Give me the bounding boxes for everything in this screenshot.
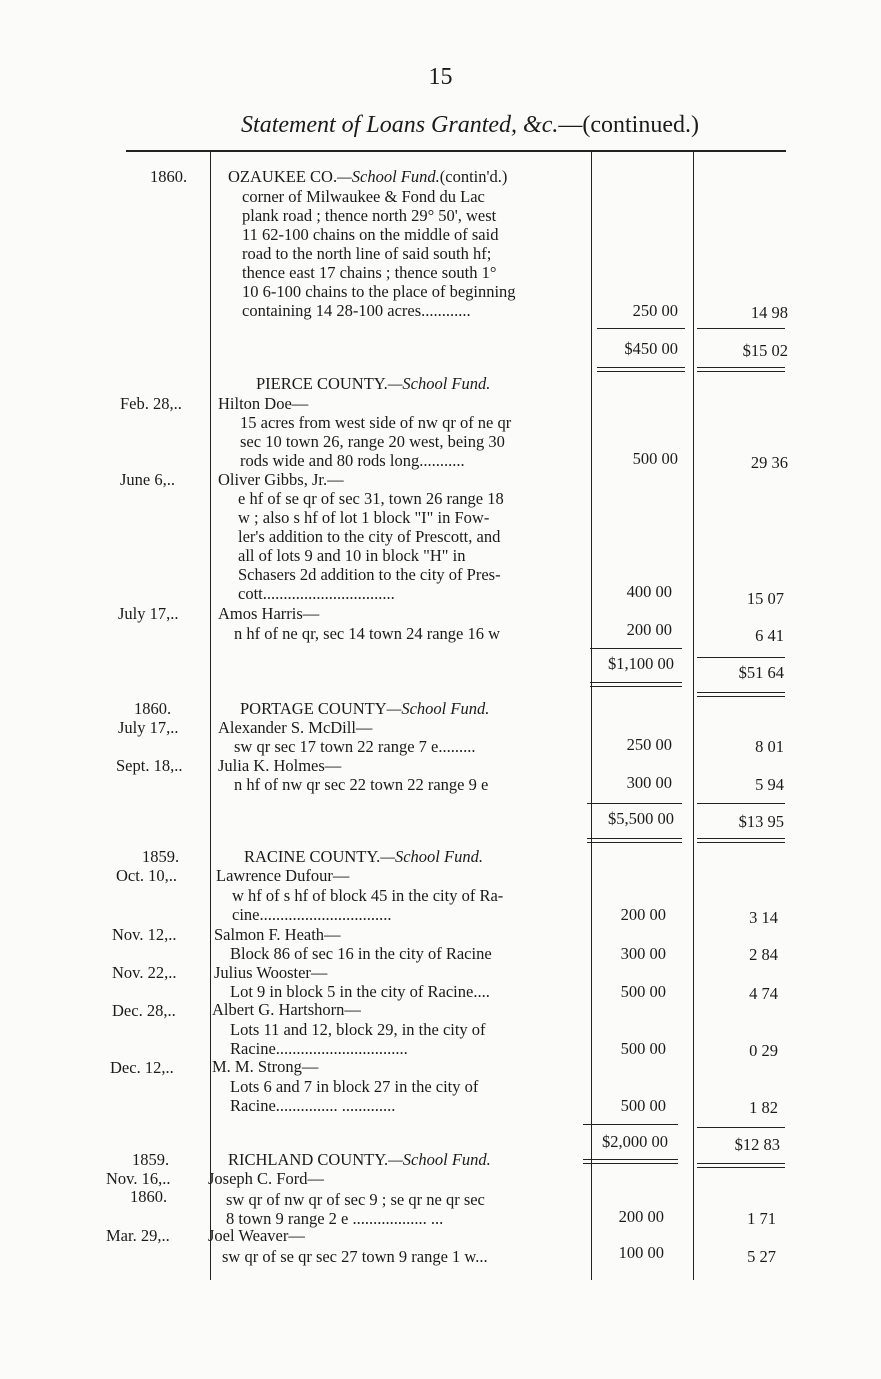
entry-date: Sept. 18,.. — [116, 756, 183, 775]
interest-cell: 0 29 — [749, 1041, 778, 1060]
amount-cell: 200 00 — [618, 1207, 664, 1226]
fund-name: —School Fund. — [386, 699, 490, 718]
entry-date: Dec. 12,.. — [110, 1058, 174, 1077]
fund-name: —School Fund. — [388, 1150, 491, 1169]
county-name: PIERCE COUNTY. — [256, 374, 388, 393]
subtotal-rule — [697, 1127, 785, 1128]
description-line: 11 62-100 chains on the middle of said — [242, 225, 499, 244]
description-line: Lots 11 and 12, block 29, in the city of — [230, 1020, 486, 1039]
total-rule — [583, 1163, 678, 1164]
column-rule-amount — [693, 152, 694, 1280]
subtotal-rule — [697, 803, 785, 804]
amount-cell: 200 00 — [626, 620, 672, 639]
fund-name: —School Fund. — [380, 847, 483, 866]
description-line: 10 6-100 chains to the place of beginning — [242, 282, 516, 301]
description-line: cine................................ — [232, 905, 392, 924]
title-italic: Statement of Loans Granted, &c. — [241, 112, 559, 138]
total-interest: $15 02 — [742, 341, 788, 360]
total-rule — [587, 842, 682, 843]
total-amount: $2,000 00 — [602, 1132, 668, 1151]
section-heading — [240, 700, 489, 718]
description-line: road to the north line of said south hf; — [242, 244, 492, 263]
description-line: w hf of s hf of block 45 in the city of Ra- — [232, 886, 504, 905]
entry-date: Nov. 22,.. — [112, 963, 177, 982]
borrower-name: Albert G. Hartshorn— — [212, 1000, 361, 1019]
title-continued: —(continued.) — [558, 112, 699, 138]
total-rule — [697, 1167, 785, 1168]
table-top-rule — [126, 150, 786, 152]
fund-name: —School Fund. — [387, 374, 491, 393]
borrower-name: Joel Weaver— — [208, 1226, 305, 1245]
interest-cell: 4 74 — [749, 984, 778, 1003]
description-line: sec 10 town 26, range 20 west, being 30 — [240, 432, 505, 451]
column-rule-date — [210, 152, 211, 1280]
borrower-name: Oliver Gibbs, Jr.— — [218, 470, 344, 489]
total-rule — [583, 1159, 678, 1160]
description-line: Racine............... ............. — [230, 1096, 396, 1115]
total-rule — [697, 842, 785, 843]
interest-cell: 5 27 — [747, 1247, 776, 1266]
amount-cell: 500 00 — [620, 1096, 666, 1115]
description-line: Racine................................ — [230, 1039, 408, 1058]
description-line: plank road ; thence north 29° 50', west — [242, 206, 497, 225]
total-rule — [597, 371, 685, 372]
subtotal-rule — [597, 328, 685, 329]
borrower-name: Salmon F. Heath— — [214, 925, 341, 944]
borrower-name: Julius Wooster— — [214, 963, 328, 982]
county-name: RACINE COUNTY. — [244, 847, 381, 866]
description-line: sw qr of se qr sec 27 town 9 range 1 w... — [222, 1247, 488, 1266]
description-line: rods wide and 80 rods long........... — [240, 451, 465, 470]
borrower-name: Lawrence Dufour— — [216, 866, 350, 885]
entry-date: Oct. 10,.. — [116, 866, 177, 885]
borrower-name: Julia K. Holmes— — [218, 756, 342, 775]
description-line: cott................................ — [238, 584, 395, 603]
county-name: RICHLAND COUNTY. — [228, 1150, 389, 1169]
total-interest: $51 64 — [738, 663, 784, 682]
amount-cell: 300 00 — [626, 773, 672, 792]
amount-cell: 250 00 — [632, 301, 678, 320]
description-line: sw qr sec 17 town 22 range 7 e......... — [234, 737, 476, 756]
county-name: OZAUKEE CO. — [228, 167, 338, 186]
interest-cell: 14 98 — [750, 303, 788, 322]
total-amount: $450 00 — [624, 339, 678, 358]
interest-cell: 2 84 — [749, 945, 778, 964]
description-line: sw qr of nw qr of sec 9 ; se qr ne qr sec — [226, 1190, 485, 1209]
interest-cell: 3 14 — [749, 908, 778, 927]
description-line: Lots 6 and 7 in block 27 in the city of — [230, 1077, 479, 1096]
interest-cell: 8 01 — [755, 737, 784, 756]
description-line: Lot 9 in block 5 in the city of Racine.... — [230, 982, 490, 1001]
subtotal-rule — [697, 657, 785, 658]
total-amount: $1,100 00 — [608, 654, 674, 673]
description-line: all of lots 9 and 10 in block "H" in — [238, 546, 466, 565]
borrower-name: Amos Harris— — [218, 604, 320, 623]
total-rule — [697, 367, 785, 368]
section-heading — [228, 1151, 491, 1169]
entry-date: July 17,.. — [118, 604, 179, 623]
total-rule — [697, 371, 785, 372]
total-rule — [590, 686, 682, 687]
subtotal-rule — [590, 648, 682, 649]
total-rule — [697, 1163, 785, 1164]
fund-name: —School Fund. — [337, 167, 440, 186]
interest-cell: 5 94 — [755, 775, 784, 794]
entry-date: July 17,.. — [118, 718, 179, 737]
description-line: n hf of nw qr sec 22 town 22 range 9 e — [234, 775, 489, 794]
entry-date: June 6,.. — [120, 470, 175, 489]
amount-cell: 500 00 — [620, 982, 666, 1001]
description-line: corner of Milwaukee & Fond du Lac — [242, 187, 485, 206]
subtotal-rule — [587, 803, 682, 804]
borrower-name: Joseph C. Ford— — [208, 1169, 324, 1188]
section-year: 1859. — [142, 847, 180, 866]
section-year: 1860. — [150, 167, 188, 186]
total-amount: $5,500 00 — [608, 809, 674, 828]
total-rule — [587, 838, 682, 839]
borrower-name: M. M. Strong— — [212, 1057, 319, 1076]
total-interest: $12 83 — [734, 1135, 780, 1154]
amount-cell: 400 00 — [626, 582, 672, 601]
borrower-name: Alexander S. McDill— — [218, 718, 373, 737]
description-line: containing 14 28-100 acres............ — [242, 301, 471, 320]
entry-date: Mar. 29,.. — [106, 1226, 170, 1245]
section-heading — [228, 168, 507, 186]
subtotal-rule — [697, 328, 785, 329]
total-rule — [590, 682, 682, 683]
description-line: Block 86 of sec 16 in the city of Racine — [230, 944, 492, 963]
section-heading — [256, 375, 490, 393]
entry-date: Nov. 16,.. — [106, 1169, 171, 1188]
fund-suffix: (contin'd.) — [439, 167, 508, 186]
amount-cell: 200 00 — [620, 905, 666, 924]
entry-date: Dec. 28,.. — [112, 1001, 176, 1020]
total-interest: $13 95 — [738, 812, 784, 831]
description-line: n hf of ne qr, sec 14 town 24 range 16 w — [234, 624, 501, 643]
county-name: PORTAGE COUNTY — [240, 699, 387, 718]
description-line: 8 town 9 range 2 e .................. ... — [226, 1209, 444, 1228]
interest-cell: 1 71 — [747, 1209, 776, 1228]
description-line: thence east 17 chains ; thence south 1° — [242, 263, 497, 282]
total-rule — [697, 692, 785, 693]
description-line: ler's addition to the city of Prescott, and — [238, 527, 501, 546]
interest-cell: 1 82 — [749, 1098, 778, 1117]
section-heading — [244, 848, 483, 866]
section-year: 1860. — [134, 699, 172, 718]
entry-year: 1860. — [130, 1187, 168, 1206]
interest-cell: 15 07 — [746, 589, 784, 608]
page-number: 15 — [428, 64, 453, 90]
interest-cell: 6 41 — [755, 626, 784, 645]
description-line: 15 acres from west side of nw qr of ne qr — [240, 413, 512, 432]
total-rule — [697, 838, 785, 839]
amount-cell: 500 00 — [632, 449, 678, 468]
entry-date: Feb. 28,.. — [120, 394, 182, 413]
description-line: Schasers 2d addition to the city of Pres- — [238, 565, 501, 584]
interest-cell: 29 36 — [750, 453, 788, 472]
amount-cell: 250 00 — [626, 735, 672, 754]
amount-cell: 500 00 — [620, 1039, 666, 1058]
amount-cell: 300 00 — [620, 944, 666, 963]
description-line: e hf of se qr of sec 31, town 26 range 18 — [238, 489, 504, 508]
description-line: w ; also s hf of lot 1 block "I" in Fow- — [238, 508, 490, 527]
total-rule — [697, 696, 785, 697]
entry-date: Nov. 12,.. — [112, 925, 177, 944]
total-rule — [597, 367, 685, 368]
section-year: 1859. — [132, 1150, 170, 1169]
amount-cell: 100 00 — [618, 1243, 664, 1262]
subtotal-rule — [583, 1124, 678, 1125]
borrower-name: Hilton Doe— — [218, 394, 309, 413]
column-rule-description — [591, 152, 592, 1280]
page-title — [120, 112, 820, 139]
